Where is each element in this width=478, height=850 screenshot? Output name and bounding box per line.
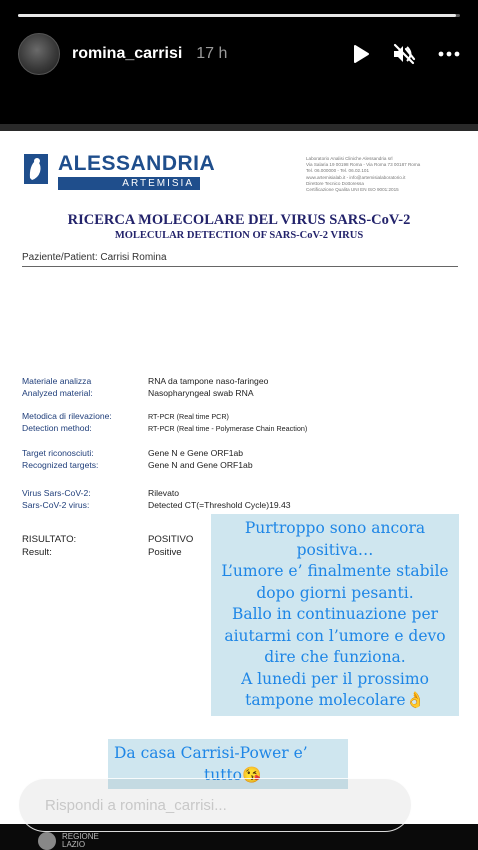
row-value: RT-PCR (Real time PCR) bbox=[148, 412, 229, 421]
story-progress-fill bbox=[18, 14, 456, 17]
row-label: RISULTATO: bbox=[22, 534, 77, 545]
row-value: RT-PCR (Real time - Polymerase Chain Reaction) bbox=[148, 424, 308, 433]
lab-report-image bbox=[0, 124, 478, 824]
row-method-en bbox=[22, 423, 452, 434]
signature-line: Da casa Carrisi-Power e’ bbox=[114, 744, 308, 762]
region-text-line: LAZIO bbox=[62, 840, 86, 849]
row-value: Rilevato bbox=[148, 488, 180, 498]
row-label: Recognized targets: bbox=[22, 460, 99, 470]
row-value: Gene N e Gene ORF1ab bbox=[148, 448, 244, 458]
document-top-edge bbox=[0, 124, 478, 131]
username[interactable]: romina_carrisi bbox=[72, 45, 183, 62]
row-label: Virus Sars-CoV-2: bbox=[22, 488, 91, 498]
lab-info-line: www.artemisialab.it - info@artemisialaboratorio.it bbox=[306, 174, 406, 180]
row-value: Positive bbox=[148, 547, 182, 558]
row-value: POSITIVO bbox=[148, 534, 194, 545]
avatar[interactable] bbox=[18, 33, 60, 75]
lab-contact-info bbox=[306, 156, 456, 193]
signature-line: tutto😘 bbox=[204, 766, 262, 784]
caption-line: Purtroppo sono ancora bbox=[244, 519, 426, 537]
lab-info-line: Tel. 06.000000 - Tel. 06.02.101 bbox=[306, 168, 369, 174]
send-icon[interactable] bbox=[420, 788, 454, 822]
reply-placeholder: Rispondi a romina_carrisi... bbox=[45, 796, 227, 814]
lab-logo-subtitle: ARTEMISIA bbox=[58, 177, 200, 190]
row-virus-en bbox=[22, 500, 452, 511]
play-icon[interactable] bbox=[352, 44, 370, 64]
row-value: Nasopharyngeal swab RNA bbox=[148, 388, 254, 398]
lab-logo-mark bbox=[22, 152, 50, 186]
document-subtitle: MOLECULAR DETECTION OF SARS-CoV-2 VIRUS bbox=[114, 230, 364, 241]
story-caption bbox=[211, 514, 459, 716]
story-progress-bar bbox=[18, 14, 460, 17]
lab-info-line: Laboratorio Analisi Cliniche Alessandria srl bbox=[306, 156, 393, 161]
lab-info-line: Certificazione Qualita UNI EN ISO 9001:2015 bbox=[306, 187, 399, 193]
row-label: Metodica di rilevazione: bbox=[22, 411, 112, 421]
caption-line: dopo giorni pesanti. bbox=[256, 583, 414, 602]
row-material-it bbox=[22, 376, 452, 387]
region-emblem bbox=[38, 832, 56, 850]
row-label: Target riconosciuti: bbox=[22, 448, 94, 458]
region-logo bbox=[38, 832, 99, 850]
row-target-en bbox=[22, 460, 452, 471]
row-virus-it bbox=[22, 488, 452, 499]
row-material-en bbox=[22, 388, 452, 399]
story-header bbox=[18, 30, 460, 78]
row-value: Gene N and Gene ORF1ab bbox=[148, 460, 253, 470]
caption-line: L’umore e’ finalmente stabile bbox=[221, 562, 449, 580]
more-dots-icon[interactable] bbox=[438, 51, 460, 57]
post-time: 17 h bbox=[196, 45, 228, 62]
caption-line: tampone molecolare👌 bbox=[245, 691, 425, 709]
lab-info-line: Direttore Tecnico Dottoressa bbox=[306, 180, 364, 186]
row-label: Detection method: bbox=[22, 423, 92, 433]
row-label: Materiale analizza bbox=[22, 376, 92, 386]
patient-name: Paziente/Patient: Carrisi Romina bbox=[22, 252, 458, 267]
speaker-muted-icon[interactable] bbox=[392, 43, 416, 65]
row-method-it bbox=[22, 411, 452, 422]
header-controls bbox=[352, 43, 460, 65]
row-value: RNA da tampone naso-faringeo bbox=[148, 376, 269, 386]
lab-logo bbox=[22, 152, 215, 190]
lab-logo-title: ALESSANDRIA bbox=[58, 152, 216, 175]
row-label: Sars-CoV-2 virus: bbox=[22, 500, 90, 510]
region-text-line: REGIONE bbox=[62, 832, 99, 841]
caption-line: positiva… bbox=[296, 540, 374, 559]
row-target-it bbox=[22, 448, 452, 459]
caption-line: Ballo in continuazione per bbox=[231, 605, 439, 623]
row-label: Analyzed material: bbox=[22, 388, 93, 398]
reply-input[interactable] bbox=[18, 778, 412, 832]
row-label: Result: bbox=[22, 547, 52, 558]
caption-line: dire che funziona. bbox=[264, 648, 406, 666]
document-title: RICERCA MOLECOLARE DEL VIRUS SARS-CoV-2 bbox=[67, 212, 411, 228]
row-value: Detected CT(=Threshold Cycle)19.43 bbox=[148, 500, 291, 510]
caption-line: A lunedi per il prossimo bbox=[241, 669, 429, 688]
lab-info-line: Via Salaria 19 00198 Roma - Via Roma 73 00187 Roma bbox=[306, 162, 421, 168]
caption-line: aiutarmi con l’umore e devo bbox=[224, 626, 446, 645]
